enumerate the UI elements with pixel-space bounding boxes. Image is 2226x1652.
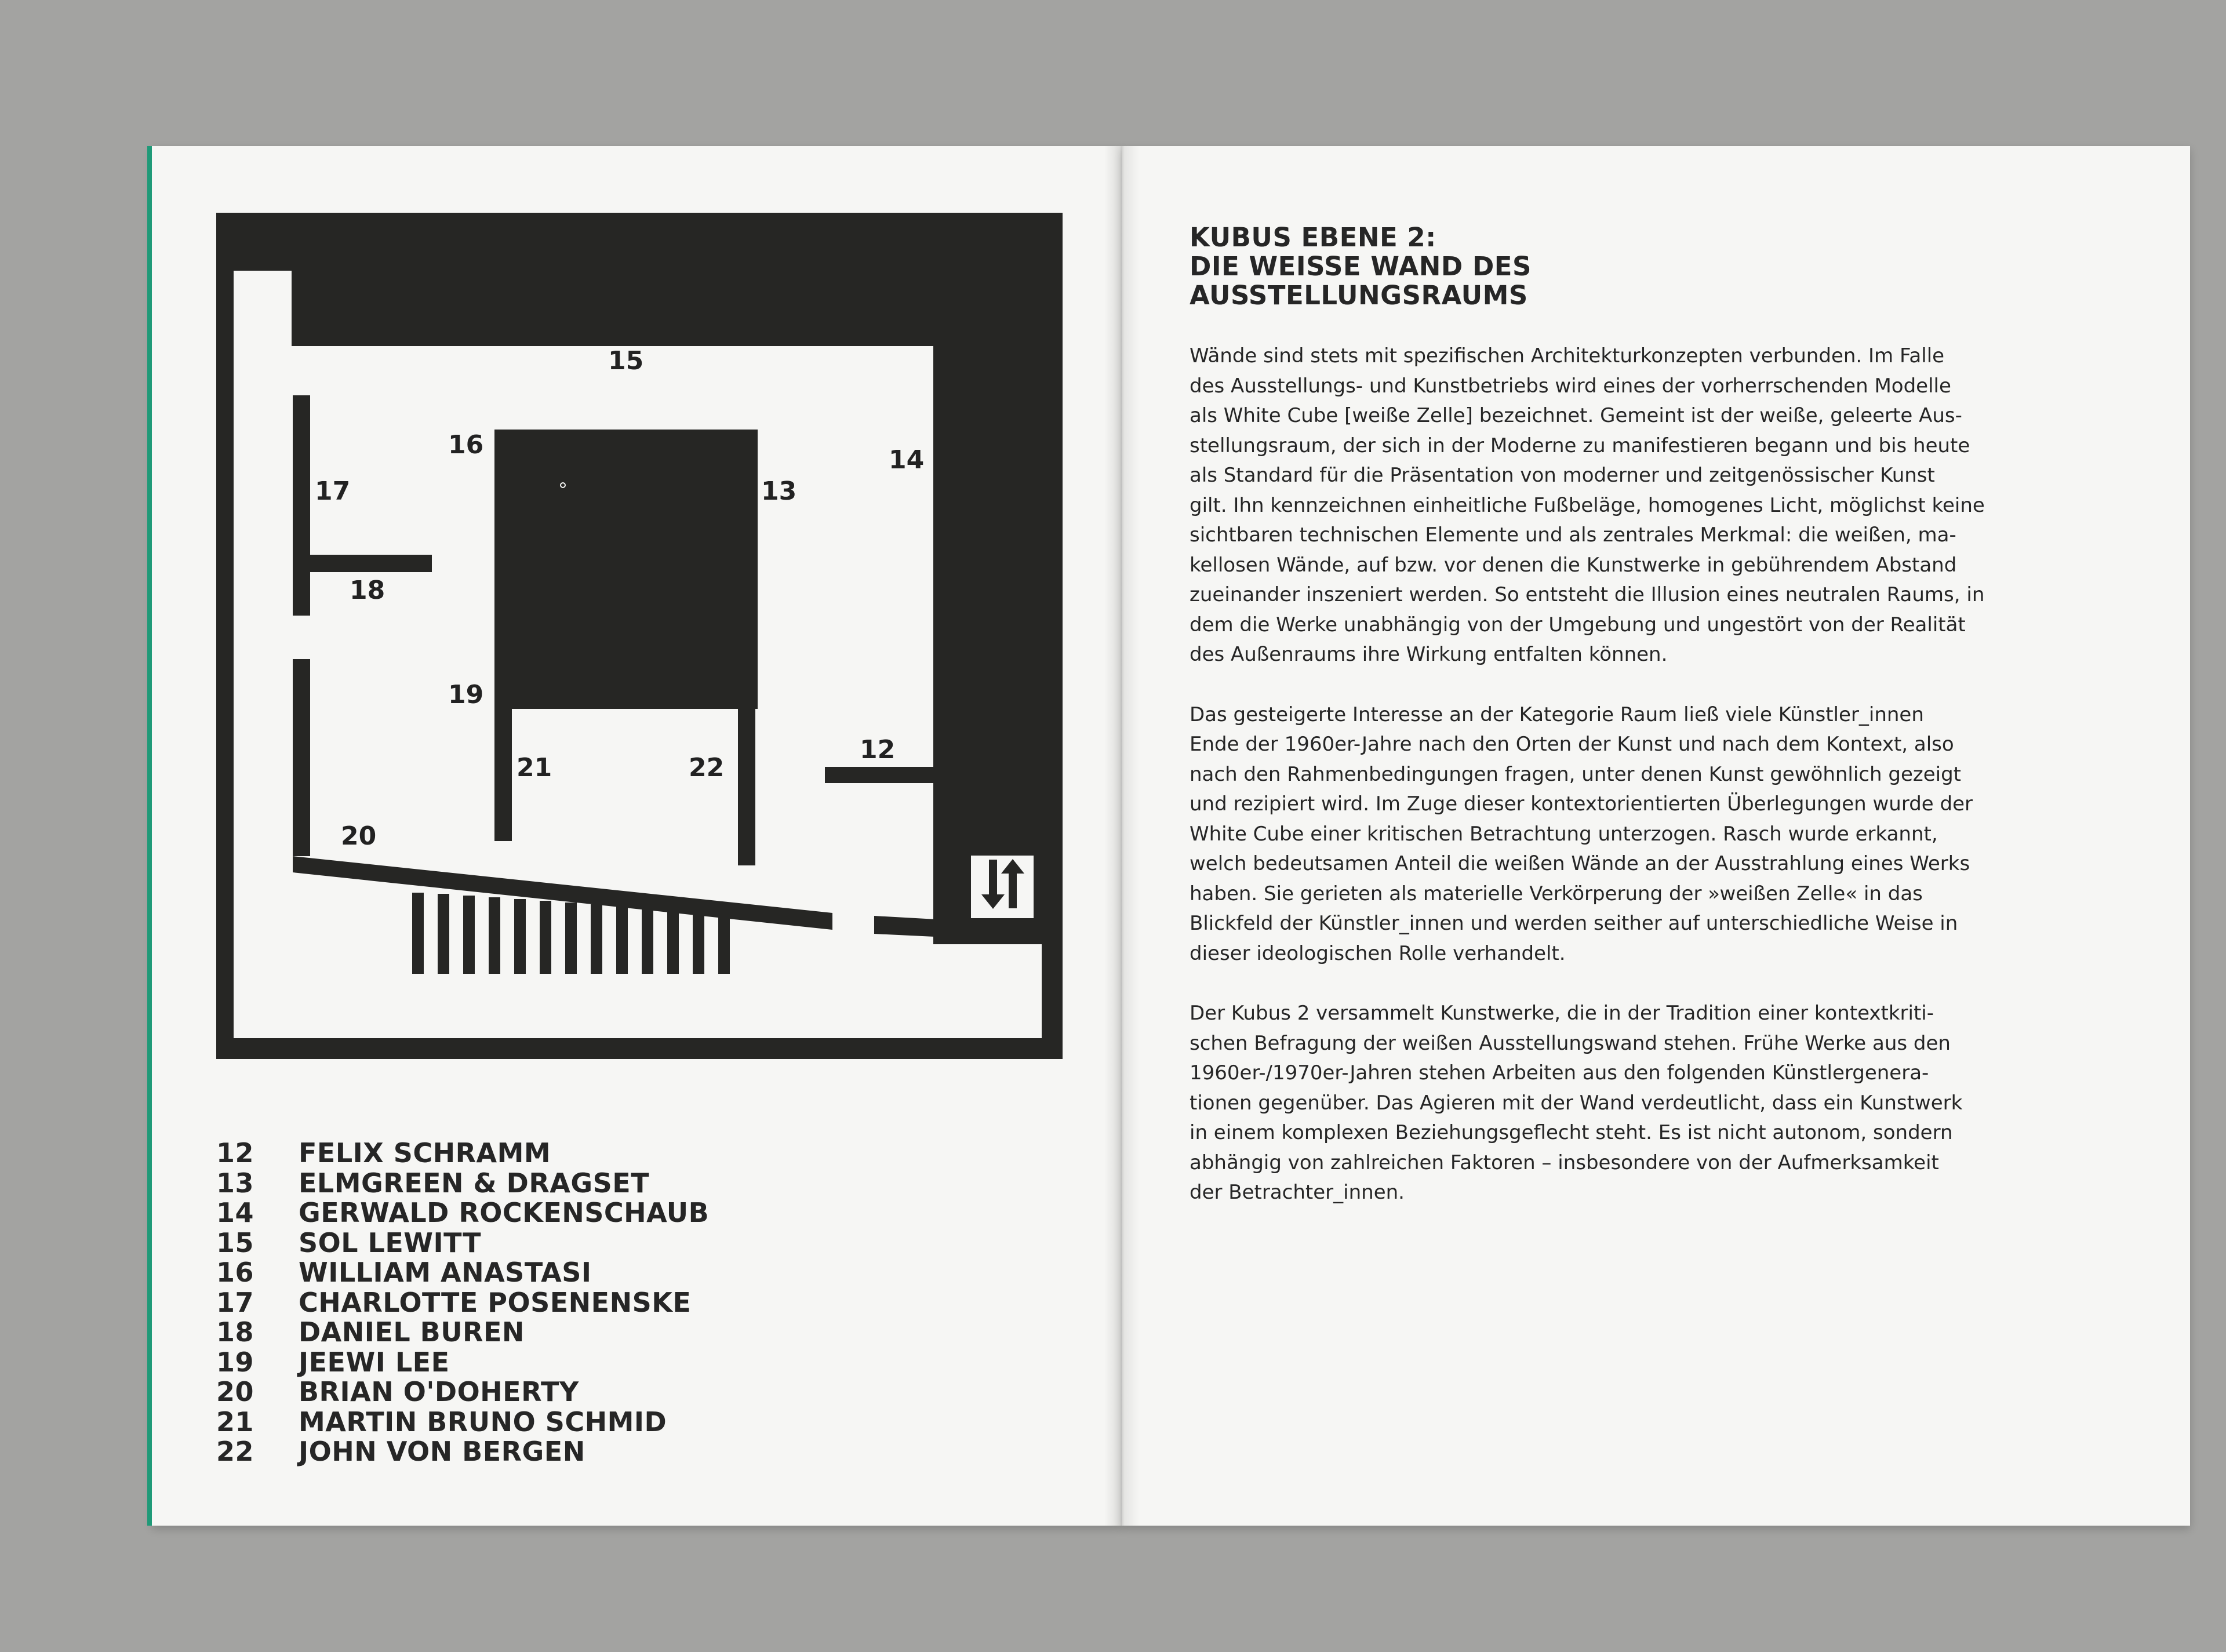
- text-line: Blickfeld der Künstler_innen und werden seither auf unterschiedliche Weise in: [1190, 912, 1958, 935]
- plan-upper-right-fill: [948, 230, 1042, 944]
- legend-row: [216, 1407, 1086, 1438]
- text-line: Wände sind stets mit spezifischen Architekturkonzepten verbunden. Im Falle: [1190, 344, 1945, 367]
- legend-name: JEEWI LEE: [299, 1346, 450, 1378]
- artist-legend: [216, 1138, 1086, 1467]
- plan-central-block: [494, 430, 758, 709]
- plan-upper-fill: [292, 271, 1042, 346]
- plan-label-13: 13: [761, 476, 797, 506]
- plan-wall-22: [738, 709, 755, 865]
- legend-number: 16: [216, 1257, 254, 1288]
- legend-row: [216, 1348, 1086, 1378]
- legend-number: 21: [216, 1406, 254, 1438]
- plan-label-19: 19: [448, 680, 484, 709]
- text-line: haben. Sie gerieten als materielle Verkörperung der »weißen Zelle« in das: [1190, 882, 1923, 905]
- plan-wall-12: [825, 767, 935, 783]
- plan-wall-19-20: [293, 659, 310, 856]
- legend-row: [216, 1437, 1086, 1467]
- plan-wall-18: [293, 555, 432, 572]
- legend-name: CHARLOTTE POSENENSKE: [299, 1286, 692, 1318]
- legend-number: 17: [216, 1286, 254, 1318]
- legend-number: 22: [216, 1436, 254, 1467]
- legend-name: GERWALD ROCKENSCHAUB: [299, 1197, 710, 1228]
- legend-name: MARTIN BRUNO SCHMID: [299, 1406, 667, 1438]
- legend-number: 14: [216, 1197, 254, 1228]
- text-line: gilt. Ihn kennzeichnen einheitliche Fußbeläge, homogenes Licht, möglichst keine: [1190, 493, 1985, 517]
- text-line: tionen gegenüber. Das Agieren mit der Wand verdeutlicht, dass ein Kunstwerk: [1190, 1091, 1963, 1115]
- text-line: und rezipiert wird. Im Zuge dieser kontextorientierten Überlegungen wurde der: [1190, 792, 1973, 816]
- legend-name: SOL LEWITT: [299, 1227, 481, 1258]
- book-gutter: [1104, 146, 1139, 1526]
- legend-number: 18: [216, 1316, 254, 1348]
- legend-name: DANIEL BUREN: [299, 1316, 525, 1348]
- text-line: als White Cube [weiße Zelle] bezeichnet. Gemeint ist der weiße, geleerte Aus-: [1190, 404, 1962, 427]
- heading-line: DIE WEISSE WAND DES: [1190, 251, 1532, 282]
- text-line: White Cube einer kritischen Betrachtung unterzogen. Rasch wurde erkannt,: [1190, 822, 1938, 846]
- text-line: sichtbaren technischen Elemente und als zentrales Merkmal: die weißen, ma-: [1190, 523, 1956, 547]
- heading-line: KUBUS EBENE 2:: [1190, 222, 1436, 253]
- plan-label-22: 22: [689, 753, 725, 783]
- legend-row: [216, 1258, 1086, 1288]
- plan-upper-left-fill: [234, 230, 344, 271]
- article-heading: [1190, 223, 2026, 310]
- legend-number: 12: [216, 1137, 254, 1169]
- text-line: zueinander inszeniert werden. So entsteht die Illusion eines neutralen Raums, in: [1190, 583, 1985, 606]
- text-line: welch bedeutsamen Anteil die weißen Wände an der Ausstrahlung eines Werks: [1190, 852, 1970, 875]
- plan-label-20: 20: [341, 821, 377, 851]
- text-line: abhängig von zahlreichen Faktoren – insbesondere von der Aufmerksamkeit: [1190, 1151, 1939, 1174]
- text-line: Ende der 1960er-Jahre nach den Orten der Kunst und nach dem Kontext, also: [1190, 733, 1954, 756]
- legend-name: BRIAN O'DOHERTY: [299, 1376, 579, 1407]
- text-line: der Betrachter_innen.: [1190, 1181, 1405, 1204]
- plan-label-17: 17: [315, 476, 351, 506]
- legend-row: [216, 1228, 1086, 1258]
- text-line: schen Befragung der weißen Ausstellungswand stehen. Frühe Werke aus den: [1190, 1031, 1951, 1055]
- legend-number: 19: [216, 1346, 254, 1378]
- plan-label-14: 14: [889, 445, 925, 475]
- text-line: nach den Rahmenbedingungen fragen, unter denen Kunst gewöhnlich gezeigt: [1190, 762, 1961, 786]
- plan-wall-21: [494, 709, 512, 841]
- text-line: Das gesteigerte Interesse an der Kategorie Raum ließ viele Künstler_innen: [1190, 703, 1924, 726]
- legend-row: [216, 1169, 1086, 1199]
- text-line: als Standard für die Präsentation von moderner und zeitgenössischer Kunst: [1190, 464, 1935, 487]
- legend-name: WILLIAM ANASTASI: [299, 1257, 592, 1288]
- plan-label-15: 15: [608, 346, 644, 376]
- legend-row: [216, 1198, 1086, 1228]
- text-line: dieser ideologischen Rolle verhandelt.: [1190, 941, 1566, 965]
- text-line: dem die Werke unabhängig von der Umgebung und ungestört von der Realität: [1190, 613, 1966, 636]
- paragraph-2: [1190, 700, 2026, 969]
- plan-label-21: 21: [517, 753, 552, 783]
- text-line: 1960er-/1970er-Jahren stehen Arbeiten aus den folgenden Künstlergenera-: [1190, 1061, 1929, 1085]
- text-line: Der Kubus 2 versammelt Kunstwerke, die in der Tradition einer kontextkriti-: [1190, 1002, 1934, 1025]
- legend-name: ELMGREEN & DRAGSET: [299, 1167, 650, 1199]
- legend-name: FELIX SCHRAMM: [299, 1137, 551, 1169]
- legend-number: 13: [216, 1167, 254, 1199]
- article-column: [1190, 223, 2026, 1238]
- legend-row: [216, 1138, 1086, 1169]
- paragraph-1: [1190, 341, 2026, 670]
- text-line: des Ausstellungs- und Kunstbetriebs wird eines der vorherrschenden Modelle: [1190, 374, 1951, 398]
- text-line: stellungsraum, der sich in der Moderne zu manifestieren begann und bis heute: [1190, 434, 1970, 457]
- plan-label-12: 12: [860, 735, 896, 765]
- legend-row: [216, 1318, 1086, 1348]
- text-line: in einem komplexen Beziehungsgeflecht steht. Es ist nicht autonom, sondern: [1190, 1121, 1953, 1144]
- cover-edge: [147, 146, 152, 1526]
- text-line: des Außenraums ihre Wirkung entfalten können.: [1190, 643, 1668, 666]
- legend-name: JOHN VON BERGEN: [299, 1436, 585, 1467]
- plan-label-18: 18: [350, 576, 385, 605]
- legend-row: [216, 1377, 1086, 1407]
- legend-number: 15: [216, 1227, 254, 1258]
- legend-number: 20: [216, 1376, 254, 1407]
- plan-label-16: 16: [448, 430, 484, 460]
- text-line: kellosen Wände, auf bzw. vor denen die Kunstwerke in gebührendem Abstand: [1190, 553, 1957, 577]
- legend-row: [216, 1288, 1086, 1318]
- floor-plan: [216, 213, 1063, 1061]
- plan-wall-17: [293, 395, 310, 616]
- paragraph-3: [1190, 999, 2026, 1208]
- elevator-inner: [971, 856, 1034, 918]
- heading-line: AUSSTELLUNGSRAUMS: [1190, 280, 1528, 311]
